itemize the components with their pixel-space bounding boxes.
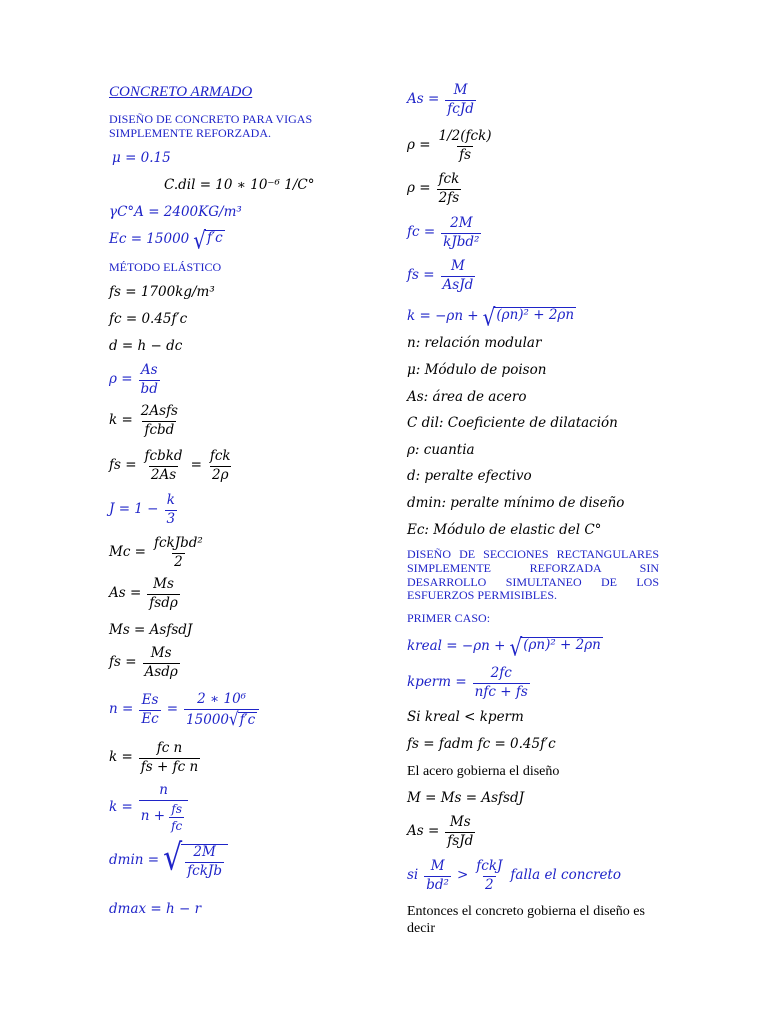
eq-r-as2 xyxy=(407,816,477,848)
eq-gamma: γC°A = 2400KG/m³ xyxy=(109,204,242,220)
def-dmin: dmin: peralte mínimo de diseño xyxy=(407,495,625,511)
eq-r-as xyxy=(407,84,478,116)
def-rho: ρ: cuantia xyxy=(407,442,475,458)
eq-r-si2-gt: > xyxy=(456,867,469,884)
eq-fs3 xyxy=(109,647,182,679)
eq-dmin-num: 2M xyxy=(193,844,216,860)
eq-dmin-lhs: dmin = xyxy=(109,852,160,869)
eq-k3-num: n xyxy=(159,782,168,798)
eq-r-as2-den: fsJd xyxy=(447,832,474,849)
eq-r-kreal-radicand: (ρn)² + 2ρn xyxy=(521,637,603,657)
eq-as xyxy=(109,578,182,610)
eq-ms: Ms = AsfsdJ xyxy=(109,622,193,638)
eq-dmin-den: fckJb xyxy=(187,862,222,879)
def-mu: μ: Módulo de poison xyxy=(407,362,547,378)
eq-j-den: 3 xyxy=(166,510,176,527)
eq-k-num: 2Asfs xyxy=(140,403,178,419)
eq-r-kperm-num: 2fc xyxy=(490,665,512,681)
eq-mu: μ = 0.15 xyxy=(112,150,171,166)
eq-r-kreal-lhs: kreal = −ρn + xyxy=(407,638,506,655)
eq-r-kreal: kreal = −ρn + √ (ρn)² + 2ρn xyxy=(407,632,601,662)
eq-r-k-lhs: k = −ρn + xyxy=(407,308,479,325)
eq-r-si2-den1: bd² xyxy=(426,876,449,893)
eq-r-as2-num: Ms xyxy=(449,814,471,830)
eq-r-si2 xyxy=(407,860,621,892)
eq-rho-lhs: ρ = xyxy=(109,371,133,388)
eq-fs2-num1: fcbkd xyxy=(144,448,183,464)
eq-cdil: C.dil = 10 ∗ 10⁻⁶ 1/C° xyxy=(164,177,315,193)
eq-mc-num: fckJbd² xyxy=(154,535,203,551)
eq-r-fs-lhs: fs = xyxy=(407,267,435,284)
section-metodo: MÉTODO ELÁSTICO xyxy=(109,260,222,274)
eq-rho-num: As xyxy=(140,362,158,378)
def-as: As: área de acero xyxy=(407,389,527,405)
eq-fs2-den1: 2As xyxy=(150,466,177,483)
eq-fc: fc = 0.45f′c xyxy=(109,311,188,327)
subtitle: DISEÑO DE CONCRETO PARA VIGAS SIMPLEMENTE REFORZADA. xyxy=(109,112,313,140)
text-acero: El acero gobierna el diseño xyxy=(407,764,560,779)
eq-n: n = $\frac{Es}{Ec}$ = 2 ∗ 10⁶ 15000 √ f′c xyxy=(109,693,261,727)
eq-n-num1: Es xyxy=(141,692,159,708)
eq-dmin: dmin = √ $\frac{2M}{\text{fckJb}}$ xyxy=(109,844,228,878)
eq-k3 xyxy=(109,784,190,832)
eq-k3-den-pre: n + xyxy=(140,808,166,825)
eq-ec: Ec = 15000 √ f′c xyxy=(109,225,223,255)
def-n: n: relación modular xyxy=(407,335,542,351)
eq-r-si2-num1: M xyxy=(430,858,445,874)
page-title: CONCRETO ARMADO xyxy=(109,84,253,100)
eq-n-lhs: n = xyxy=(109,701,134,718)
eq-r-kperm xyxy=(407,667,532,699)
eq-fs3-den: Asdρ xyxy=(144,663,178,680)
def-d: d: peralte efectivo xyxy=(407,468,532,484)
eq-k3-den-den: fc xyxy=(171,818,183,833)
eq-n-den2-pre: 15000 xyxy=(186,711,229,728)
eq-r-fc xyxy=(407,217,483,249)
eq-r-si2-post: falla el concreto xyxy=(510,867,621,884)
eq-fs2 xyxy=(109,450,235,482)
eq-r-fs xyxy=(407,260,477,292)
def-ec: Ec: Módulo de elastic del C° xyxy=(407,522,602,538)
eq-r-mms: M = Ms = AsfsdJ xyxy=(407,790,525,806)
eq-n-equals: = xyxy=(166,701,179,718)
eq-as-num: Ms xyxy=(153,576,174,592)
eq-ec-radicand: f′c xyxy=(205,230,225,250)
eq-d: d = h − dc xyxy=(109,338,183,354)
eq-rho xyxy=(109,364,162,396)
eq-ec-lhs: Ec = 15000 xyxy=(109,231,190,248)
eq-k2-den: fs + fc n xyxy=(140,758,199,775)
eq-n-den1: Ec xyxy=(141,710,159,727)
eq-r-fsadm: fs = fadm fc = 0.45f′c xyxy=(407,736,556,752)
section-secciones: DISEÑO DE SECCIONES RECTANGULARES SIMPLEMENTE REFORZADA SIN DESARROLLO SIMULTANEO DE LOS ESFUERZOS PERMISIBLES. xyxy=(407,547,659,603)
eq-r-si2-pre: si xyxy=(407,867,419,884)
eq-r-k-radicand: (ρn)² + 2ρn xyxy=(494,307,576,327)
eq-k-den: fcbd xyxy=(144,421,175,438)
eq-r-kperm-den: nfc + fs xyxy=(474,683,528,700)
eq-fs2-num2: fck xyxy=(209,448,231,464)
eq-r-rho1-num: 1/2(fck) xyxy=(438,128,492,144)
eq-j-lhs: J = 1 − xyxy=(109,501,159,518)
eq-r-si: Si kreal < kperm xyxy=(407,709,524,725)
eq-n-den2-radicand: f′c xyxy=(239,711,256,728)
eq-r-rho2 xyxy=(407,173,463,205)
eq-fs2-lhs: fs = xyxy=(109,457,137,474)
eq-r-fc-den: kJbd² xyxy=(443,233,480,250)
eq-fs2-equals: = xyxy=(190,457,202,474)
eq-r-fs-num: M xyxy=(450,258,465,274)
eq-fs: fs = 1700kg/m³ xyxy=(109,284,215,300)
eq-r-rho2-den: 2fs xyxy=(438,189,460,206)
eq-r-as-num: M xyxy=(453,82,468,98)
eq-r-fs-den: AsJd xyxy=(442,276,474,293)
def-cdil: C dil: Coeficiente de dilatación xyxy=(407,415,618,431)
eq-k3-den-num: fs xyxy=(171,801,182,816)
eq-fs3-num: Ms xyxy=(150,645,172,661)
eq-rho-den: bd xyxy=(140,380,158,397)
eq-r-rho2-num: fck xyxy=(438,171,460,187)
eq-k xyxy=(109,405,182,437)
eq-r-si2-num2: fckJ xyxy=(476,858,503,874)
eq-mc-lhs: Mc = xyxy=(109,544,146,561)
text-entonces: Entonces el concreto gobierna el diseño es decir xyxy=(407,904,645,936)
eq-fs3-lhs: fs = xyxy=(109,654,137,671)
eq-r-as2-lhs: As = xyxy=(407,823,440,840)
eq-n-num2: 2 ∗ 10⁶ xyxy=(197,691,247,707)
eq-r-fc-lhs: fc = xyxy=(407,224,436,241)
eq-mc-den: 2 xyxy=(174,553,183,570)
eq-r-rho1-den: fs xyxy=(459,146,472,163)
eq-r-rho1-lhs: ρ = xyxy=(407,137,431,154)
eq-r-rho1 xyxy=(407,130,496,162)
eq-k2-lhs: k = xyxy=(109,749,133,766)
eq-as-den: fsdρ xyxy=(149,594,178,611)
eq-r-rho2-lhs: ρ = xyxy=(407,180,431,197)
eq-k-lhs: k = xyxy=(109,412,133,429)
eq-r-k: k = −ρn + √ (ρn)² + 2ρn xyxy=(407,302,575,332)
eq-k3-lhs: k = xyxy=(109,799,133,815)
eq-k2 xyxy=(109,742,202,774)
section-primer-caso: PRIMER CASO: xyxy=(407,611,491,625)
eq-j-num: k xyxy=(166,492,175,508)
eq-mc xyxy=(109,537,207,569)
eq-as-lhs: As = xyxy=(109,585,142,602)
eq-r-as-lhs: As = xyxy=(407,91,440,108)
eq-r-kperm-lhs: kperm = xyxy=(407,674,467,691)
eq-r-fc-num: 2M xyxy=(450,215,473,231)
eq-r-si2-den2: 2 xyxy=(485,876,494,893)
eq-k2-num: fc n xyxy=(156,740,183,756)
eq-fs2-den2: 2ρ xyxy=(211,466,229,483)
eq-dmax: dmax = h − r xyxy=(109,901,202,917)
eq-j xyxy=(109,494,179,526)
eq-r-as-den: fcJd xyxy=(447,100,474,117)
